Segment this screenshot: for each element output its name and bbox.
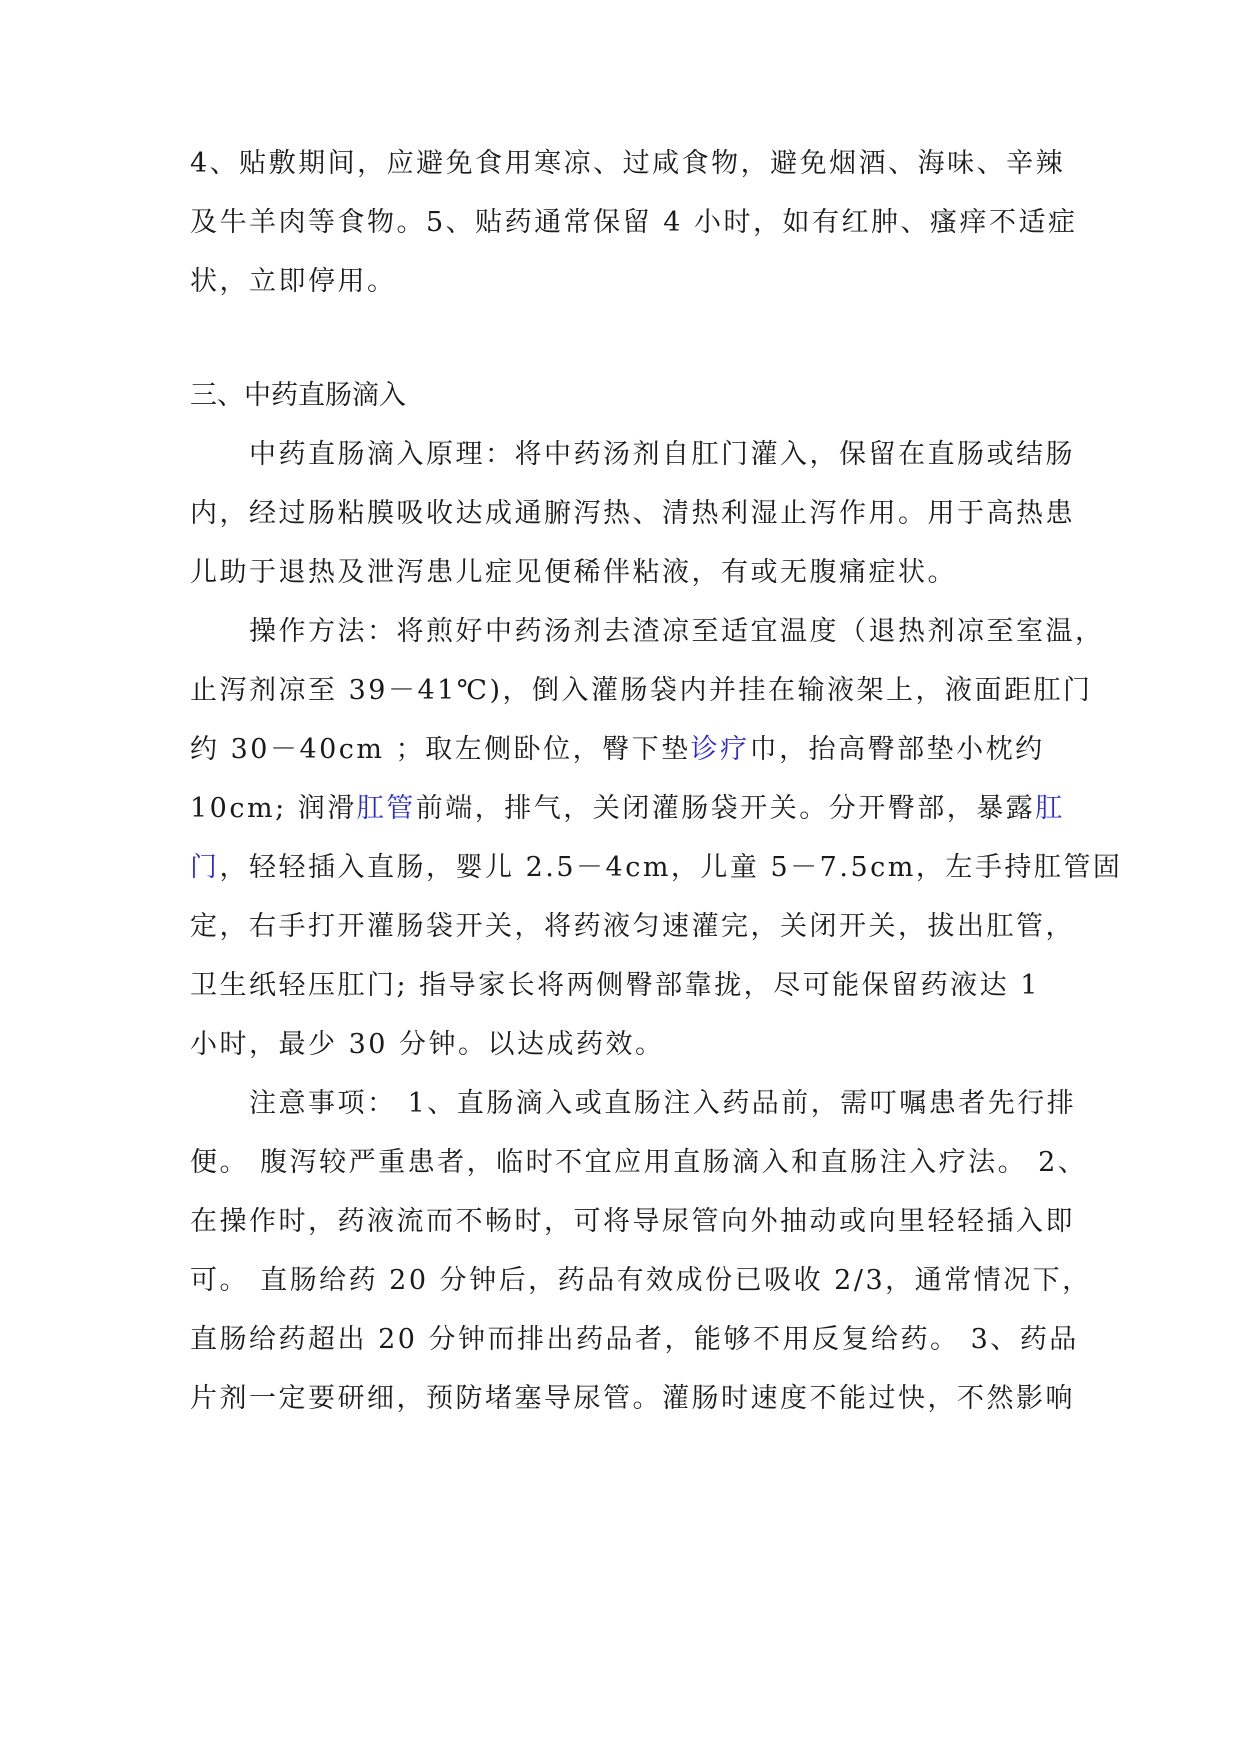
paragraph-line: 止泻剂凉至 39－41℃)，倒入灌肠袋内并挂在输液架上，液面距肛门: [190, 675, 1093, 706]
paragraph-line: 中药直肠滴入原理：将中药汤剂自肛门灌入，保留在直肠或结肠: [249, 439, 1075, 470]
paragraph-line: 儿助于退热及泄泻患儿症见便稀伴粘液，有或无腹痛症状。: [190, 557, 957, 588]
hyperlink-gangguan[interactable]: 肛管: [356, 793, 416, 824]
text-segment: 10cm; 润滑: [190, 793, 357, 824]
paragraph-line: [190, 791, 1065, 827]
paragraph-line: 卫生纸轻压肛门; 指导家长将两侧臀部靠拢，尽可能保留药液达 1: [190, 970, 1040, 1001]
paragraph-line: 及牛羊肉等食物。5、贴药通常保留 4 小时，如有红肿、瘙痒不适症: [190, 207, 1078, 238]
paragraph-line: 注意事项： 1、直肠滴入或直肠注入药品前，需叮嘱患者先行排: [249, 1088, 1077, 1119]
paragraph-line: 操作方法：将煎好中药汤剂去渣凉至适宜温度（退热剂凉至室温，: [249, 616, 1105, 647]
paragraph-line: 在操作时，药液流而不畅时，可将导尿管向外抽动或向里轻轻插入即: [190, 1206, 1075, 1237]
paragraph-line: 内，经过肠粘膜吸收达成通腑泻热、清热利湿止泻作用。用于高热患: [190, 498, 1075, 529]
paragraph-line: 可。 直肠给药 20 分钟后，药品有效成份已吸收 2/3，通常情况下，: [190, 1265, 1092, 1296]
hyperlink-zhenliao[interactable]: 诊疗: [690, 734, 750, 765]
hyperlink-gangmen-part2[interactable]: 门: [190, 852, 220, 883]
text-segment: ，轻轻插入直肠，婴儿 2.5－4cm，儿童 5－7.5cm，左手持肛管固: [219, 852, 1123, 883]
text-segment: 前端，排气，关闭灌肠袋开关。分开臀部，暴露: [415, 793, 1036, 824]
text-segment: 巾，抬高臀部垫小枕约: [749, 734, 1045, 765]
paragraph-line: [190, 732, 1045, 768]
paragraph-line: 小时，最少 30 分钟。以达成药效。: [190, 1029, 665, 1060]
hyperlink-gangmen-part1[interactable]: 肛: [1035, 793, 1065, 824]
text-segment: 约 30－40cm ；取左侧卧位，臀下垫: [190, 734, 691, 765]
paragraph-line: 4、贴敷期间，应避免食用寒凉、过咸食物，避免烟酒、海味、辛辣: [190, 148, 1066, 179]
paragraph-line: 直肠给药超出 20 分钟而排出药品者，能够不用反复给药。 3、药品: [190, 1324, 1079, 1355]
paragraph-line: 片剂一定要研细，预防堵塞导尿管。灌肠时速度不能过快，不然影响: [190, 1383, 1075, 1414]
section-heading: 三、中药直肠滴入: [190, 380, 406, 411]
paragraph-line: 便。 腹泻较严重患者，临时不宜应用直肠滴入和直肠注入疗法。 2、: [190, 1147, 1088, 1178]
paragraph-line: 状，立即停用。: [190, 266, 397, 297]
paragraph-line: 定，右手打开灌肠袋开关，将药液匀速灌完，关闭开关，拔出肛管，: [190, 911, 1075, 942]
paragraph-line: [190, 850, 1122, 886]
